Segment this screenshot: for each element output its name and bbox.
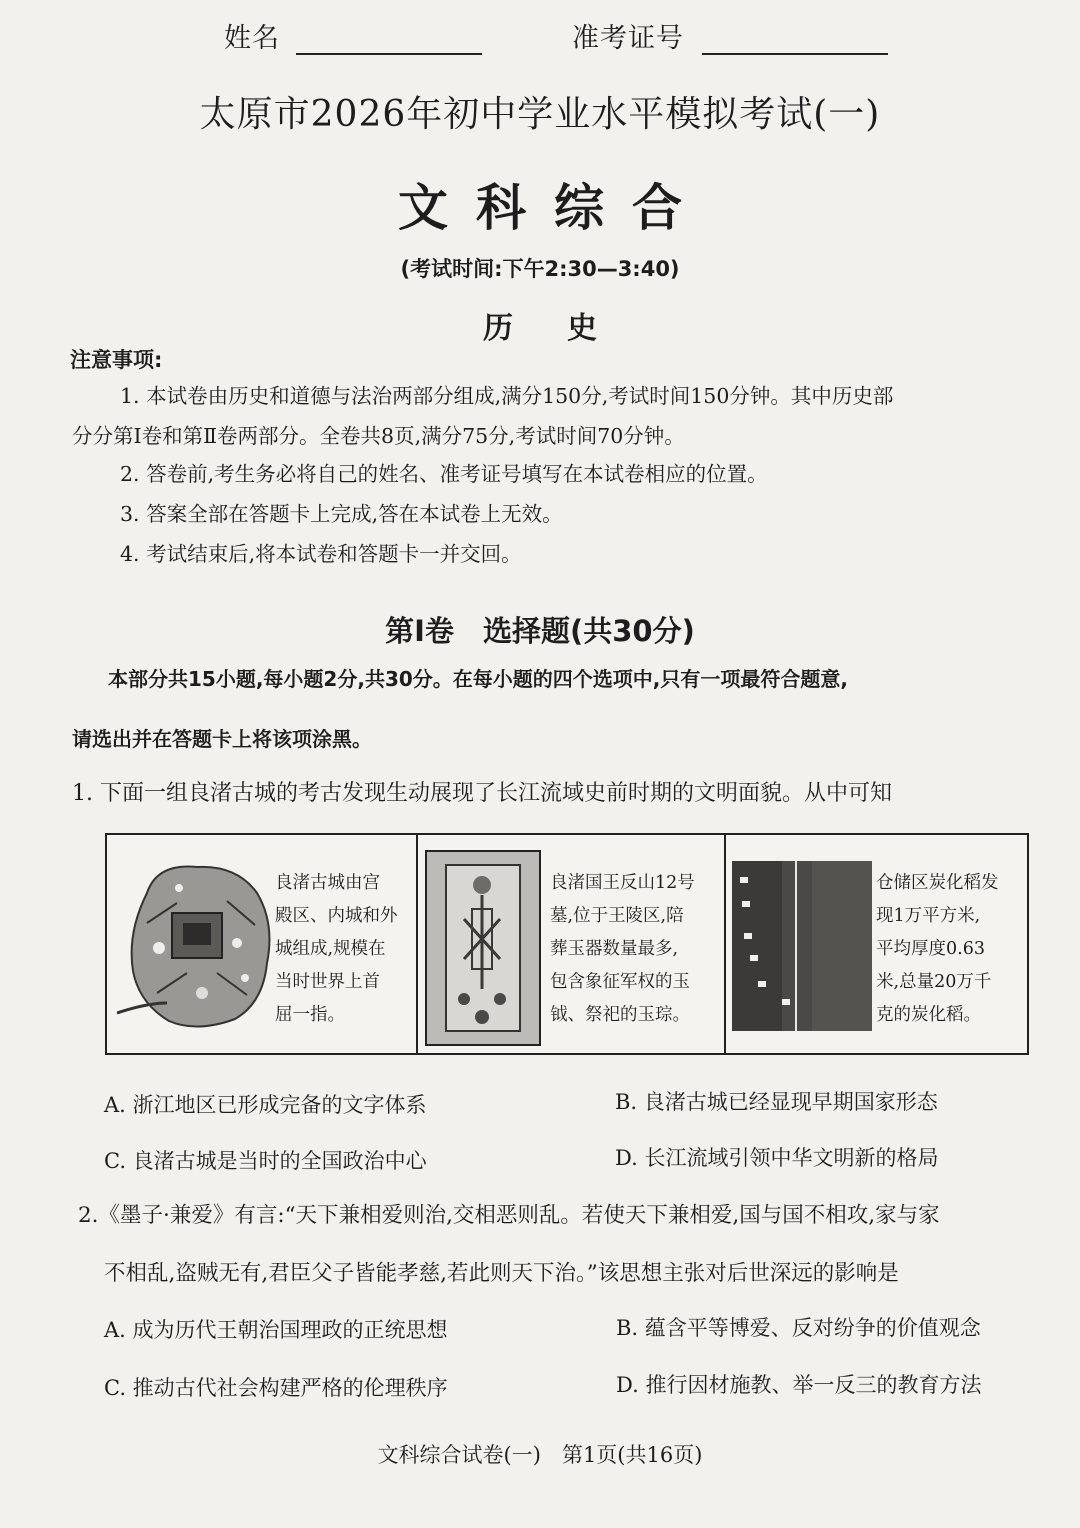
note-item: 4. 考试结束后,将本试卷和答题卡一并交回。 (120, 542, 522, 566)
note-item: 3. 答案全部在答题卡上完成,答在本试卷上无效。 (120, 502, 563, 526)
page-footer: 文科综合试卷(一) 第1页(共16页) (377, 1443, 703, 1467)
panel-caption-line: 米,总量20万千 (876, 972, 992, 992)
question-1-option-a[interactable]: A. 浙江地区已形成完备的文字体系 (104, 1093, 427, 1117)
panel-caption-line: 仓储区炭化稻发 (876, 873, 999, 893)
exam-time: (考试时间:下午2:30—3:40) (400, 257, 680, 281)
figure-panel (107, 835, 416, 1053)
panel-caption-line: 钺、祭祀的玉琮。 (550, 1005, 690, 1025)
figure-panel (724, 835, 1029, 1053)
question-1-option-b[interactable]: B. 良渚古城已经显现早期国家形态 (615, 1090, 938, 1114)
question-2-option-c[interactable]: C. 推动古代社会构建严格的伦理秩序 (104, 1376, 448, 1400)
panel-caption-line: 当时世界上首 (275, 972, 380, 992)
panel-caption-line: 良渚国王反山12号 (550, 873, 695, 893)
panel-caption-line: 平均厚度0.63 (876, 939, 985, 959)
panel-caption-line: 现1万平方米, (876, 906, 981, 926)
question-2-stem: 2.《墨子·兼爱》有言:“天下兼相爱则治,交相恶则乱。若使天下兼相爱,国与国不相攻,家与家 (78, 1203, 940, 1228)
notes-heading: 注意事项: (70, 348, 163, 372)
panel-caption-line: 墓,位于王陵区,陪 (550, 906, 684, 926)
question-2-stem: 不相乱,盗贼无有,君臣父子皆能孝慈,若此则天下治。”该思想主张对后世深远的影响是 (104, 1261, 899, 1286)
carbonized-rice-photo-image (732, 861, 872, 1031)
section-title: 第Ⅰ卷 选择题(共30分) (385, 614, 695, 648)
name-field[interactable] (224, 16, 482, 55)
exam-id-field[interactable] (572, 16, 888, 55)
panel-caption-line: 殿区、内城和外 (275, 906, 398, 926)
liangzhu-city-map-image (117, 853, 277, 1035)
panel-caption-line: 城组成,规模在 (275, 939, 386, 959)
question-2-option-b[interactable]: B. 蕴含平等博爱、反对纷争的价值观念 (616, 1316, 981, 1340)
question-1-figure (105, 833, 1029, 1055)
question-1-option-c[interactable]: C. 良渚古城是当时的全国政治中心 (104, 1149, 427, 1173)
section-instructions: 请选出并在答题卡上将该项涂黑。 (72, 727, 372, 751)
note-item: 1. 本试卷由历史和道德与法治两部分组成,满分150分,考试时间150分钟。其中历史部 (120, 384, 894, 408)
name-label: 姓名 (224, 23, 280, 54)
note-item: 分分第Ⅰ卷和第Ⅱ卷两部分。全卷共8页,满分75分,考试时间70分钟。 (72, 424, 685, 448)
question-1-option-d[interactable]: D. 长江流域引领中华文明新的格局 (615, 1146, 939, 1170)
paper-title: 文科综合 (398, 179, 710, 237)
panel-caption-line: 克的炭化稻。 (876, 1005, 981, 1025)
note-item: 2. 答卷前,考生务必将自己的姓名、准考证号填写在本试卷相应的位置。 (120, 462, 768, 486)
tomb-drawing-image (424, 849, 542, 1047)
name-blank[interactable] (296, 27, 482, 55)
question-2-option-d[interactable]: D. 推行因材施教、举一反三的教育方法 (616, 1373, 982, 1397)
panel-caption-line: 屈一指。 (275, 1005, 345, 1025)
exam-id-blank[interactable] (702, 27, 888, 55)
exam-id-label: 准考证号 (572, 23, 684, 54)
exam-title: 太原市2026年初中学业水平模拟考试(一) (199, 94, 881, 135)
panel-caption-line: 良渚古城由宫 (275, 873, 380, 893)
panel-caption-line: 葬玉器数量最多, (550, 939, 679, 959)
subject-title: 历史 (483, 311, 651, 346)
question-2-option-a[interactable]: A. 成为历代王朝治国理政的正统思想 (104, 1318, 448, 1342)
section-instructions: 本部分共15小题,每小题2分,共30分。在每小题的四个选项中,只有一项最符合题意, (108, 667, 848, 691)
panel-caption-line: 包含象征军权的玉 (550, 972, 690, 992)
question-1-stem: 1. 下面一组良渚古城的考古发现生动展现了长江流域史前时期的文明面貌。从中可知 (72, 781, 892, 806)
figure-panel (416, 835, 726, 1053)
